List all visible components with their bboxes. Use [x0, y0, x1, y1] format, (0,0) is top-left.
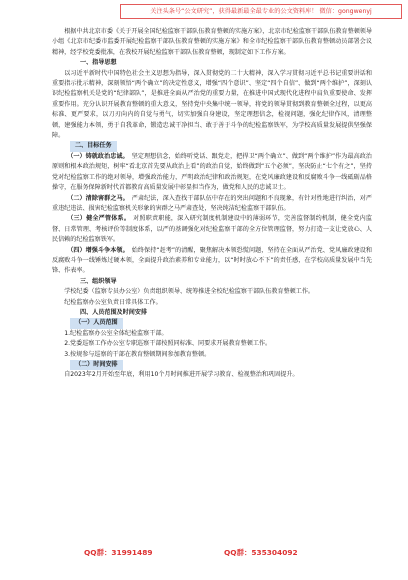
- goal-text-1: 坚定理想信念，始终听党话、跟党走，把捍卫“两个确立”、做到“两个维护”作为最高政治原则和根本政治规矩，树牢“看北京首先要从政治上看”的政治自觉，始终做到“五个必须”，坚决防止“七个有之”，坚持党对纪检监察工作的绝对领导，增强政治能力，严明政治纪律和政治规矩，在党风廉政建设和反腐败斗争一线砥砺品格操守，在服务保障新时代首都教育高质量发展中彰显担当作为，做党和人民的忠诚卫士。: [52, 152, 372, 192]
- goal-text-4: 始终保持“赶考”的清醒，聚焦解决本领恐慌问题，坚持在全面从严治党、党风廉政建设和反腐败斗争一线锤炼过硬本领，全面提升政治素养和专业能力，以“时时放心不下”的责任感，在学校高质量发展中当先锋、作表率。: [52, 246, 372, 275]
- qq-group-2: QQ群：535304092: [224, 548, 298, 557]
- scope-item-3: 3.按规参与巡察的干部在教育整顿期间参加教育整顿。: [64, 350, 211, 358]
- scope-item-1: 1.纪检监察办公室全体纪检监察干部。: [64, 329, 168, 337]
- intro-paragraph: 根据中共北京市委《关于开展全国纪检监察干部队伍教育整顿的实施方案》，北京市纪检监察干部队伍教育整顿领导小组《北京市纪委市监委开展纪检监察干部队伍教育整顿的实施方案》和全市纪检监察干部队伍教育整顿动员部署会议精神，经学校党委批准，在我校开展纪检监察干部队伍教育整顿，现制定如下工作方案。: [52, 28, 372, 56]
- goal-paragraph-4: [52, 246, 372, 277]
- scope-item-2: 2.党委巡察工作办公室专职巡察干部按照同标准、同要求开展教育整顿工作。: [64, 340, 272, 348]
- goal-title-3: （三）健全严管体系。: [67, 215, 131, 223]
- subheading-scope: （一）人员范围: [70, 318, 123, 328]
- goal-text-2: 严肃纪法，深入查找干部队伍中存在的突出问题和不良现象，有针对性地进行纠治，对严重违纪违法、损害纪检监察机关形象的害群之马严肃查处，坚决纯洁纪检监察干部队伍。: [52, 194, 373, 212]
- subheading-schedule: （二）时间安排: [70, 360, 123, 370]
- section-heading-scope-schedule: 四、人员范围及时间安排: [80, 308, 148, 316]
- watermark-banner: 关注头条号“公文研究”，获得最新最全最专业的公文资料库！ 微信：gongwenyj: [120, 4, 402, 19]
- organization-paragraph-1: 学校纪委（监察专员办公室）负责组织领导、统筹推进全校纪检监察干部队伍教育整顿工作。: [64, 288, 315, 296]
- goal-paragraph-2: [52, 194, 372, 215]
- document-body: [52, 27, 372, 381]
- goal-title-2: （二）清除害群之马。: [67, 194, 129, 202]
- qq-group-1: QQ群：31991489: [84, 548, 153, 557]
- goal-text-3: 对照职责职能，深入研究制度机制建设中的薄弱环节，完善监督制约机制，健全党内监督、日常管理、考核评价等制度体系，以严的基调强化对纪检监察干部的全方位管理监督，努力打造一支让党放心、人民信赖的纪检监察铁军。: [52, 215, 373, 244]
- organization-paragraph-2: 纪检监察办公室负责日常具体工作。: [64, 298, 162, 306]
- section-heading-guiding-thought: 一、指导思想: [80, 59, 117, 67]
- schedule-paragraph: 自2023年2月开始至年底，利用10个月时间推进开展学习教育、检视整治和巩固提升。: [64, 371, 299, 379]
- section-heading-goals: 二、目标任务: [70, 141, 117, 151]
- footer-contacts: [0, 545, 408, 561]
- goal-title-4: （四）增强斗争本领。: [67, 246, 129, 254]
- section-heading-organization: 三、组织领导: [80, 277, 117, 285]
- goal-paragraph-1: [52, 152, 372, 194]
- goal-paragraph-3: [52, 214, 372, 245]
- goal-title-1: （一）铸就政治忠诚。: [67, 152, 129, 160]
- guiding-thought-paragraph: 以习近平新时代中国特色社会主义思想为指导，深入贯彻党的二十大精神，深入学习贯彻习近平总书记重要讲话和重要指示批示精神，深刻领悟“两个确立”的决定性意义，增强“四个意识”、坚定“四个自信”、做到“两个维护”，深刻认识纪检监察机关是党的“纪律部队”，是推进全面从严治党的重要力量，在推进中国式现代化进程中肩负重要使命、发挥重要作用。充分认识开展教育整顿的重大意义，坚持党中央集中统一领导，将党的领导贯彻到教育整顿全过程，以更高标准、更严要求，以刀刃向内的自觉与勇气，切实加强自身建设，坚定理想信念，检视问题，强化纪律作风，清理整顿，建强能力本领，勇于自我革命，锻造忠诚干净担当、敢于善于斗争的纪检监察铁军，为学校高质量发展提供坚强保障。: [52, 69, 372, 140]
